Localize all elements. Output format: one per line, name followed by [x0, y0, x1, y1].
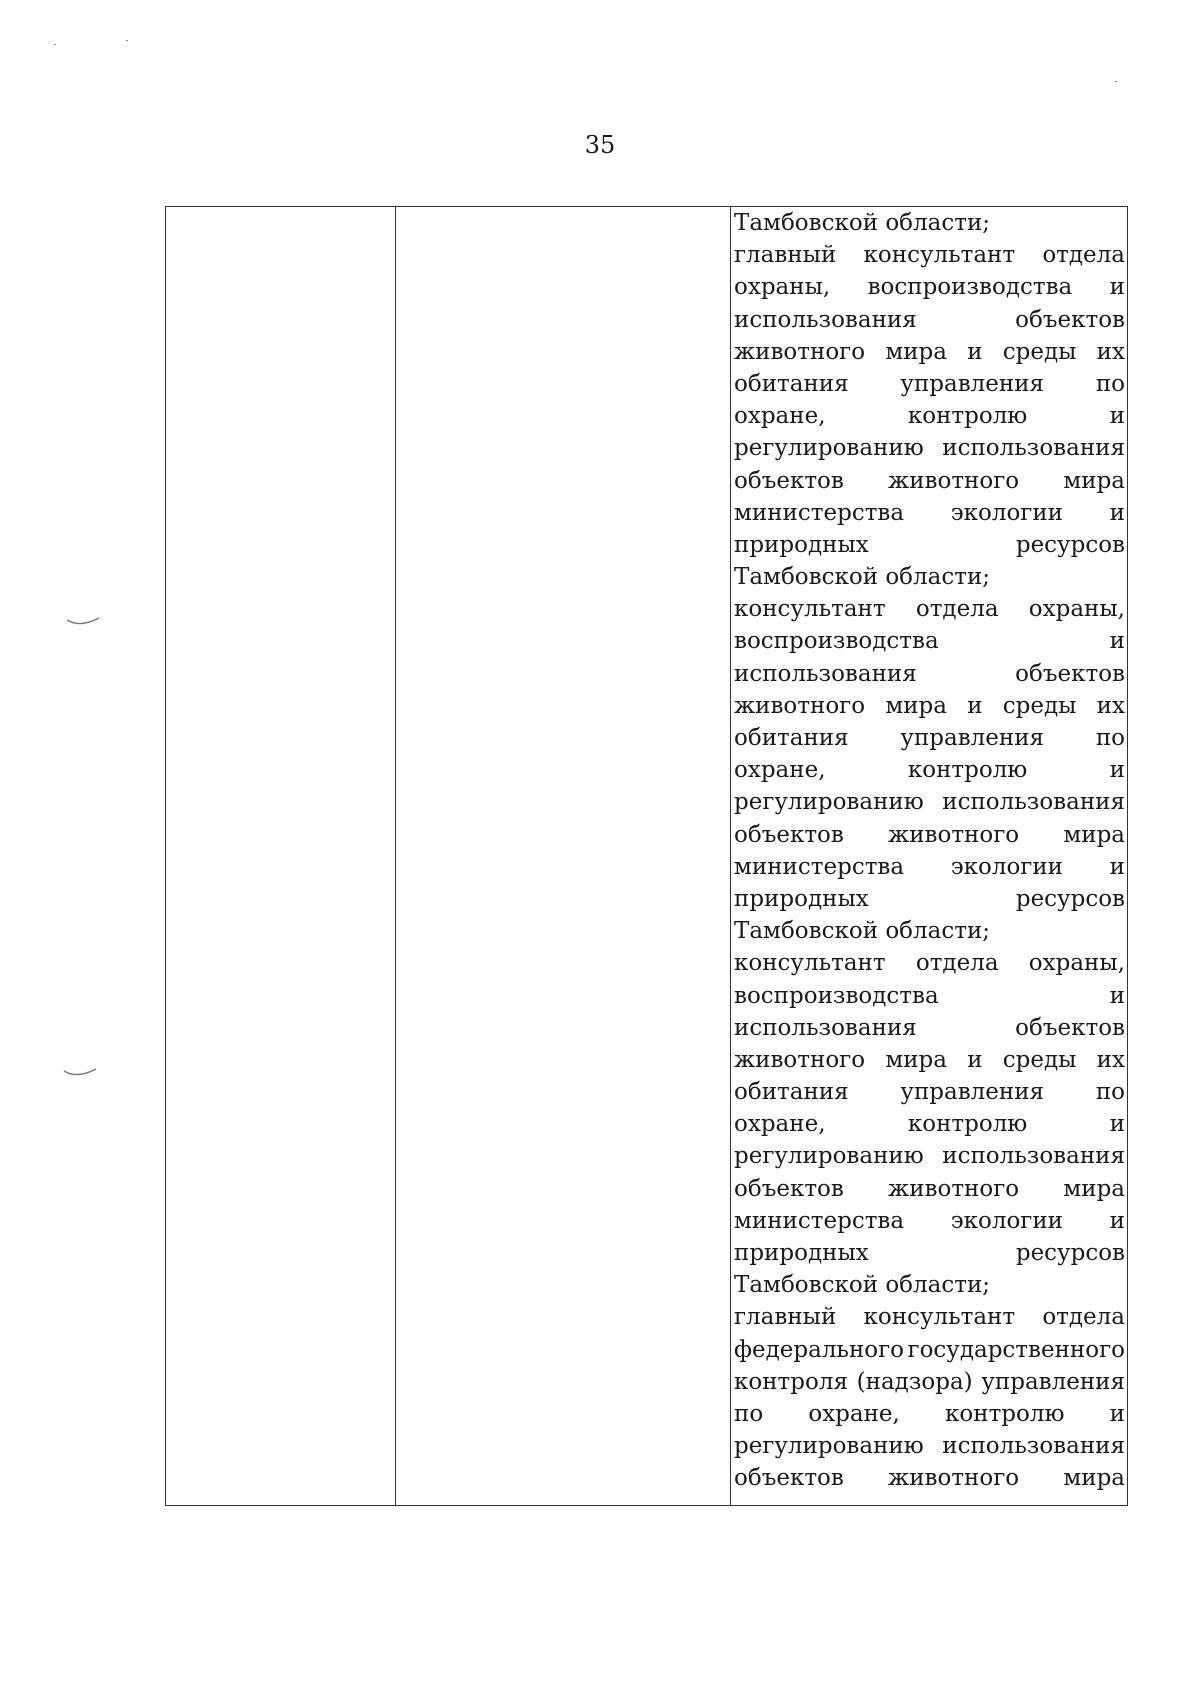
text-word: отдела	[1042, 242, 1125, 269]
text-line	[734, 432, 1125, 464]
table-cell-3	[731, 207, 1128, 1506]
text-word: охране,	[734, 1111, 826, 1138]
text-word: животного	[734, 338, 866, 365]
table-cell-1	[166, 207, 396, 1506]
text-word: и	[1109, 403, 1125, 430]
text-word: отдела	[915, 596, 999, 623]
text-word: консультант	[734, 950, 886, 977]
text-word: природных	[734, 531, 869, 558]
text-word: объектов	[734, 467, 844, 494]
text-word: мира	[1063, 821, 1125, 848]
text-word: ресурсов	[1015, 1240, 1125, 1266]
text-line	[734, 1462, 1125, 1494]
text-line	[734, 786, 1125, 818]
text-word: экологии	[950, 1207, 1064, 1234]
text-word: контроля	[734, 1368, 848, 1395]
text-line	[734, 980, 1125, 1012]
text-word: консультант	[863, 1304, 1016, 1331]
text-line	[734, 1044, 1125, 1076]
text-line	[734, 947, 1125, 979]
text-line	[734, 1076, 1125, 1108]
text-word: их	[1096, 338, 1125, 365]
text-word: контролю	[907, 403, 1028, 430]
text-word: животного	[888, 821, 1020, 848]
text-word: федерального	[734, 1336, 905, 1363]
text-word: управления	[900, 370, 1045, 397]
text-line	[734, 400, 1125, 432]
text-word: регулированию	[734, 435, 924, 462]
text-word: воспроизводства	[867, 274, 1073, 301]
text-word: среды	[1002, 1046, 1077, 1073]
text-word: объектов	[734, 1175, 844, 1202]
text-line	[734, 1205, 1125, 1237]
text-word: и	[1109, 853, 1125, 880]
text-line	[734, 1366, 1125, 1398]
text-word: управления	[900, 1079, 1045, 1106]
text-word: мира	[885, 1046, 947, 1073]
text-word: министерства	[734, 853, 905, 880]
scan-speck	[54, 44, 56, 45]
text-line	[734, 207, 1125, 239]
text-word: охраны,	[1028, 950, 1125, 977]
text-line	[734, 754, 1125, 786]
text-word: контролю	[945, 1400, 1065, 1427]
text-word: контролю	[907, 1111, 1028, 1138]
text-line	[734, 1301, 1125, 1333]
text-word: главный	[734, 242, 837, 269]
text-word: Тамбовской области;	[734, 918, 991, 945]
text-word: охраны,	[1028, 596, 1125, 623]
text-word: и	[1109, 1400, 1125, 1427]
text-word: управления	[900, 725, 1045, 751]
text-word: использования	[942, 789, 1125, 816]
table-cell-2	[396, 207, 731, 1506]
text-word: природных	[734, 885, 869, 912]
text-word: и	[1109, 982, 1125, 1009]
text-word: Тамбовской области;	[734, 564, 991, 591]
text-word: мира	[885, 692, 947, 719]
text-word: регулированию	[734, 1143, 924, 1170]
text-word: и	[967, 338, 983, 365]
text-word: отдела	[915, 950, 999, 977]
text-word: и	[1109, 1207, 1125, 1234]
text-line	[734, 690, 1125, 722]
text-word: мира	[1063, 1175, 1125, 1202]
text-word: и	[967, 1046, 983, 1073]
text-word: по	[1095, 1079, 1125, 1106]
text-word: обитания	[734, 725, 849, 751]
text-word: управления	[981, 1368, 1125, 1395]
text-word: охране,	[808, 1400, 900, 1427]
text-line	[734, 304, 1125, 336]
text-word: использования	[734, 306, 917, 333]
text-word: и	[967, 692, 983, 719]
text-line	[734, 1140, 1125, 1172]
text-line	[734, 1398, 1125, 1430]
text-word: и	[1109, 499, 1125, 526]
text-word: и	[1109, 1111, 1125, 1138]
text-line	[734, 497, 1125, 529]
text-word: воспроизводства	[734, 628, 939, 655]
text-word: экологии	[950, 499, 1064, 526]
text-word: их	[1096, 1046, 1125, 1073]
text-line	[734, 1334, 1125, 1366]
text-line	[734, 239, 1125, 271]
text-line	[734, 336, 1125, 368]
binding-mark	[66, 617, 100, 631]
text-word: обитания	[734, 1079, 849, 1106]
text-line	[734, 1237, 1125, 1269]
document-table	[165, 206, 1128, 1506]
scan-speck	[126, 40, 128, 41]
text-line	[734, 1269, 1125, 1301]
text-line	[734, 1430, 1125, 1462]
text-word: природных	[734, 1240, 869, 1266]
text-line	[734, 465, 1125, 497]
text-word: мира	[1063, 467, 1125, 494]
text-line	[734, 593, 1125, 625]
text-line	[734, 883, 1125, 915]
text-line	[734, 1108, 1125, 1140]
text-word: животного	[734, 692, 866, 719]
text-word: министерства	[734, 1207, 905, 1234]
text-word: использования	[942, 1143, 1125, 1170]
text-word: среды	[1002, 338, 1077, 365]
text-word: главный	[734, 1304, 837, 1331]
text-word: консультант	[863, 242, 1016, 269]
text-word: охране,	[734, 757, 826, 784]
text-word: объектов	[1015, 1014, 1125, 1041]
text-word: охране,	[734, 403, 826, 430]
text-word: по	[1095, 725, 1125, 751]
text-line	[734, 1173, 1125, 1205]
text-line	[734, 561, 1125, 593]
text-line	[734, 271, 1125, 303]
text-word: и	[1109, 757, 1125, 784]
text-word: регулированию	[734, 789, 924, 816]
text-word: объектов	[1015, 306, 1125, 333]
text-word: мира	[885, 338, 947, 365]
text-word: использования	[942, 435, 1125, 462]
text-word: отдела	[1042, 1304, 1125, 1331]
text-line	[734, 819, 1125, 851]
text-word: обитания	[734, 370, 849, 397]
text-word: и	[1109, 274, 1125, 301]
text-word: мира	[1063, 1465, 1125, 1492]
text-line	[734, 368, 1125, 400]
text-word: по	[734, 1400, 764, 1427]
text-word: их	[1096, 692, 1125, 719]
text-word: воспроизводства	[734, 982, 939, 1009]
text-word: (надзора)	[856, 1368, 973, 1395]
text-word: государственного	[907, 1336, 1125, 1363]
cell-3-text	[731, 207, 1127, 1495]
text-line	[734, 722, 1125, 754]
text-word: ресурсов	[1015, 531, 1125, 558]
text-word: объектов	[734, 1465, 844, 1492]
text-word: охраны,	[734, 274, 831, 301]
scan-speck	[1115, 81, 1117, 82]
text-line	[734, 625, 1125, 657]
text-word: использования	[734, 660, 917, 687]
text-word: и	[1109, 628, 1125, 655]
text-word: регулированию	[734, 1433, 924, 1460]
text-word: экологии	[950, 853, 1064, 880]
text-line	[734, 851, 1125, 883]
text-line	[734, 529, 1125, 561]
binding-mark	[63, 1068, 97, 1082]
text-word: объектов	[734, 821, 844, 848]
text-word: контролю	[907, 757, 1028, 784]
text-word: министерства	[734, 499, 905, 526]
text-line	[734, 915, 1125, 947]
text-word: по	[1095, 370, 1125, 397]
page-number: 35	[584, 131, 616, 159]
table-row	[166, 207, 1128, 1506]
text-line	[734, 1012, 1125, 1044]
text-word: животного	[888, 1175, 1020, 1202]
text-word: животного	[888, 1465, 1020, 1492]
text-line	[734, 658, 1125, 690]
text-word: объектов	[1015, 660, 1125, 687]
text-word: среды	[1002, 692, 1077, 719]
text-word: ресурсов	[1015, 885, 1125, 912]
text-word: Тамбовской области;	[734, 1272, 991, 1299]
text-word: животного	[888, 467, 1020, 494]
text-word: использования	[942, 1433, 1125, 1460]
text-word: использования	[734, 1014, 917, 1041]
text-word: Тамбовской области;	[734, 210, 991, 236]
text-word: консультант	[734, 596, 886, 623]
text-word: животного	[734, 1046, 866, 1073]
